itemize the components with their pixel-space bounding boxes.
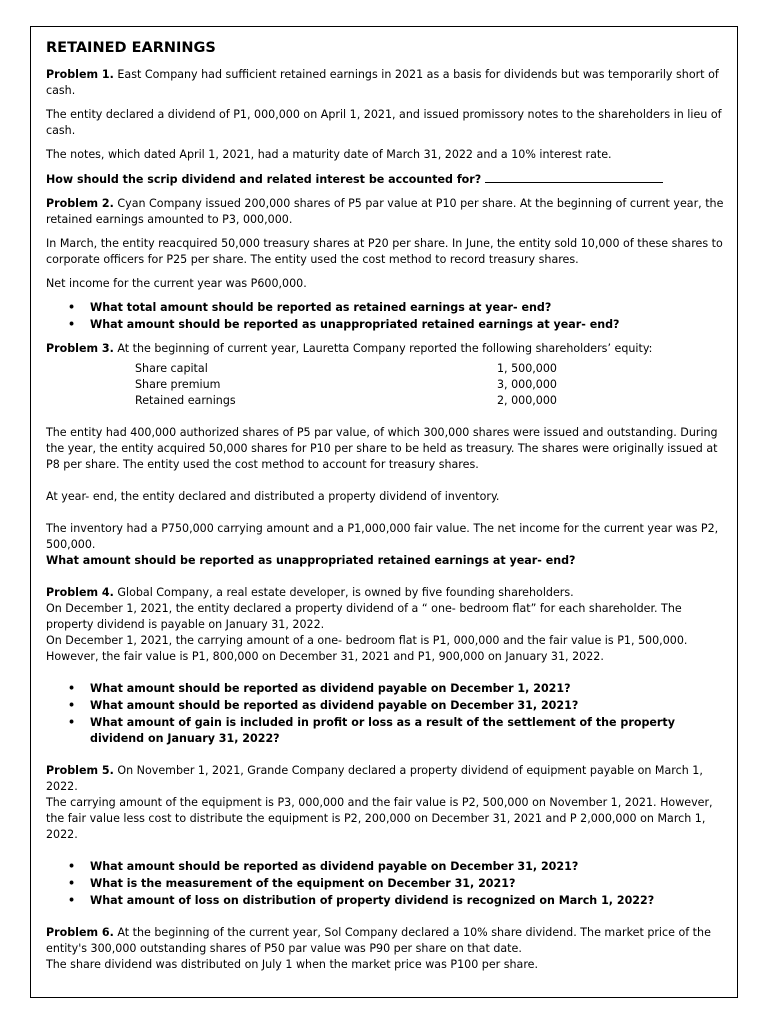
- problem-2-text-2: In March, the entity reacquired 50,000 treasury shares at P20 per share. In June, the entity sold 10,000 of these shares to corporate officers for P25 per share. The entity used the cost method to record treasury shares.: [46, 237, 723, 266]
- problem-1: [46, 67, 726, 188]
- problem-5-question-3: • What amount of loss on distribution of property dividend is recognized on March 1, 2022?: [90, 893, 726, 909]
- problem-4-text-1: Global Company, a real estate developer, is owned by five founding shareholders.: [113, 586, 574, 599]
- problem-4-text-2: On December 1, 2021, the entity declared a property dividend of a “ one- bedroom flat” for each shareholder. The property dividend is payable on January 31, 2022.: [46, 602, 682, 631]
- document-content: [46, 39, 726, 973]
- problem-5: [46, 763, 726, 909]
- problem-3-intro: [46, 341, 726, 357]
- problem-2-text-1: Cyan Company issued 200,000 shares of P5 par value at P10 per share. At the beginning of current year, the retained earnings amounted to P3, 000,000.: [46, 197, 724, 226]
- problem-1-label: Problem 1.: [46, 68, 114, 81]
- problem-3-text-2: The entity had 400,000 authorized shares of P5 par value, of which 300,000 shares were issued and outstanding. During the year, the entity acquired 50,000 shares for P10 per share to be held as treasury. The shares were originally issued at P8 per share. The entity used the cost method to account for treasury shares.: [46, 426, 718, 471]
- document-page: [30, 26, 738, 998]
- problem-3-text-1: At the beginning of current year, Lauretta Company reported the following shareholders’ equity:: [113, 342, 653, 355]
- problem-1-text-2: The entity declared a dividend of P1, 000,000 on April 1, 2021, and issued promissory notes to the shareholders in lieu of cash.: [46, 108, 722, 137]
- problem-6-text-2: The share dividend was distributed on July 1 when the market price was P100 per share.: [46, 958, 539, 971]
- problem-2-text-3: Net income for the current year was P600,000.: [46, 277, 307, 290]
- problem-3: [46, 341, 726, 569]
- problem-4-intro: [46, 585, 726, 601]
- problem-1-text-3: The notes, which dated April 1, 2021, had a maturity date of March 31, 2022 and a 10% interest rate.: [46, 148, 612, 161]
- problem-5-question-2: • What is the measurement of the equipment on December 31, 2021?: [90, 876, 726, 892]
- table-row: [135, 393, 557, 409]
- problem-1-question: How should the scrip dividend and related interest be accounted for?: [46, 173, 486, 186]
- problem-4-question-3: • What amount of gain is included in profit or loss as a result of the settlement of the property dividend on January 31, 2022?: [90, 715, 726, 747]
- problem-5-label: Problem 5.: [46, 764, 114, 777]
- table-row: [135, 377, 557, 393]
- page-title: RETAINED EARNINGS: [46, 40, 216, 56]
- problem-4: [46, 585, 726, 747]
- problem-5-intro: [46, 763, 726, 795]
- equity-label: Retained earnings: [135, 394, 236, 407]
- problem-6-intro: [46, 925, 726, 957]
- equity-label: Share premium: [135, 378, 221, 391]
- problem-5-text-1: On November 1, 2021, Grande Company declared a property dividend of equipment payable on March 1, 2022.: [46, 764, 703, 793]
- problem-1-question-line: [46, 171, 726, 188]
- problem-4-questions: [46, 681, 726, 747]
- problem-6-text-1: At the beginning of the current year, Sol Company declared a 10% share dividend. The market price of the entity's 300,000 outstanding shares of P50 par value was P90 per share on that date.: [46, 926, 711, 955]
- problem-3-text-4: The inventory had a P750,000 carrying amount and a P1,000,000 fair value. The net income for the current year was P2, 500,000.: [46, 522, 719, 551]
- problem-3-text-3: At year- end, the entity declared and distributed a property dividend of inventory.: [46, 490, 500, 503]
- problem-2-questions: [46, 300, 726, 333]
- problem-1-text-1: East Company had sufficient retained earnings in 2021 as a basis for dividends but was temporarily short of cash.: [46, 68, 719, 97]
- equity-table: [135, 361, 557, 409]
- problem-2-label: Problem 2.: [46, 197, 114, 210]
- problem-4-text-3: On December 1, 2021, the carrying amount of a one- bedroom flat is P1, 000,000 and the fair value is P1, 500,000. However, the fair value is P1, 800,000 on December 31, 2021 and P1, 900,000 on January 31, 2022.: [46, 634, 688, 663]
- problem-4-label: Problem 4.: [46, 586, 114, 599]
- problem-2-question-2: • What amount should be reported as unappropriated retained earnings at year- end?: [90, 317, 726, 333]
- equity-value: 2, 000,000: [497, 394, 557, 407]
- equity-value: 3, 000,000: [497, 378, 557, 391]
- problem-2: [46, 196, 726, 333]
- equity-label: Share capital: [135, 362, 208, 375]
- problem-3-question-text: What amount should be reported as unappropriated retained earnings at year- end?: [46, 554, 576, 567]
- table-row: [135, 361, 557, 377]
- problem-4-question-1: • What amount should be reported as dividend payable on December 1, 2021?: [90, 681, 726, 697]
- problem-3-question: [46, 553, 726, 569]
- problem-2-intro: [46, 196, 726, 228]
- answer-blank[interactable]: [485, 171, 663, 183]
- problem-5-questions: [46, 859, 726, 909]
- problem-3-label: Problem 3.: [46, 342, 114, 355]
- problem-2-question-1: • What total amount should be reported as retained earnings at year- end?: [90, 300, 726, 316]
- equity-value: 1, 500,000: [497, 362, 557, 375]
- problem-5-text-2: The carrying amount of the equipment is P3, 000,000 and the fair value is P2, 500,000 on November 1, 2021. However, the fair value less cost to distribute the equipment is P2, 200,000 on December 31, 2021 and P 2,000,000 on March 1, 2022.: [46, 796, 713, 841]
- problem-1-intro: [46, 67, 726, 99]
- problem-6-label: Problem 6.: [46, 926, 114, 939]
- problem-5-question-1: • What amount should be reported as dividend payable on December 31, 2021?: [90, 859, 726, 875]
- problem-6: [46, 925, 726, 973]
- problem-4-question-2: • What amount should be reported as dividend payable on December 31, 2021?: [90, 698, 726, 714]
